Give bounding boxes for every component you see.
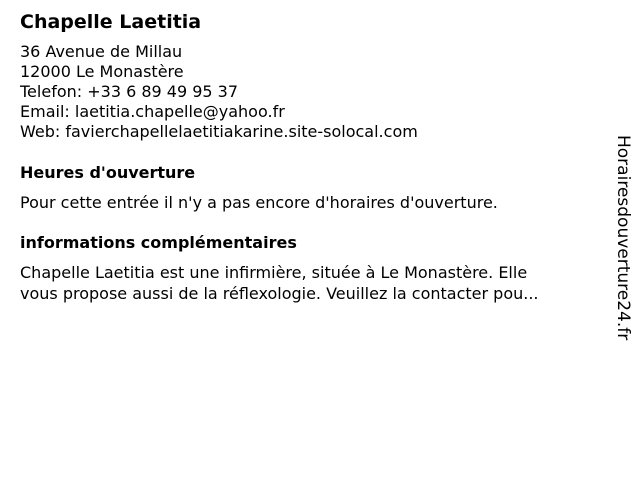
additional-info-line-2: vous propose aussi de la réflexologie. Veuillez la contacter pou... bbox=[20, 284, 539, 303]
opening-hours-text: Pour cette entrée il n'y a pas encore d'horaires d'ouverture. bbox=[20, 193, 498, 212]
opening-hours-heading: Heures d'ouverture bbox=[20, 163, 196, 182]
additional-info-text bbox=[20, 262, 605, 304]
site-brand-label: Horairesdouverture24.fr bbox=[613, 135, 633, 341]
website-line: Web: favierchapellelaetitiakarine.site-solocal.com bbox=[20, 122, 418, 141]
email-line: Email: laetitia.chapelle@yahoo.fr bbox=[20, 102, 285, 121]
phone-line: Telefon: +33 6 89 49 95 37 bbox=[20, 82, 239, 101]
address-city: 12000 Le Monastère bbox=[20, 62, 184, 81]
business-name: Chapelle Laetitia bbox=[20, 11, 202, 33]
address-street: 36 Avenue de Millau bbox=[20, 42, 183, 61]
additional-info-line-1: Chapelle Laetitia est une infirmière, située à Le Monastère. Elle bbox=[20, 263, 528, 282]
business-card bbox=[20, 10, 605, 304]
additional-info-heading: informations complémentaires bbox=[20, 233, 297, 252]
